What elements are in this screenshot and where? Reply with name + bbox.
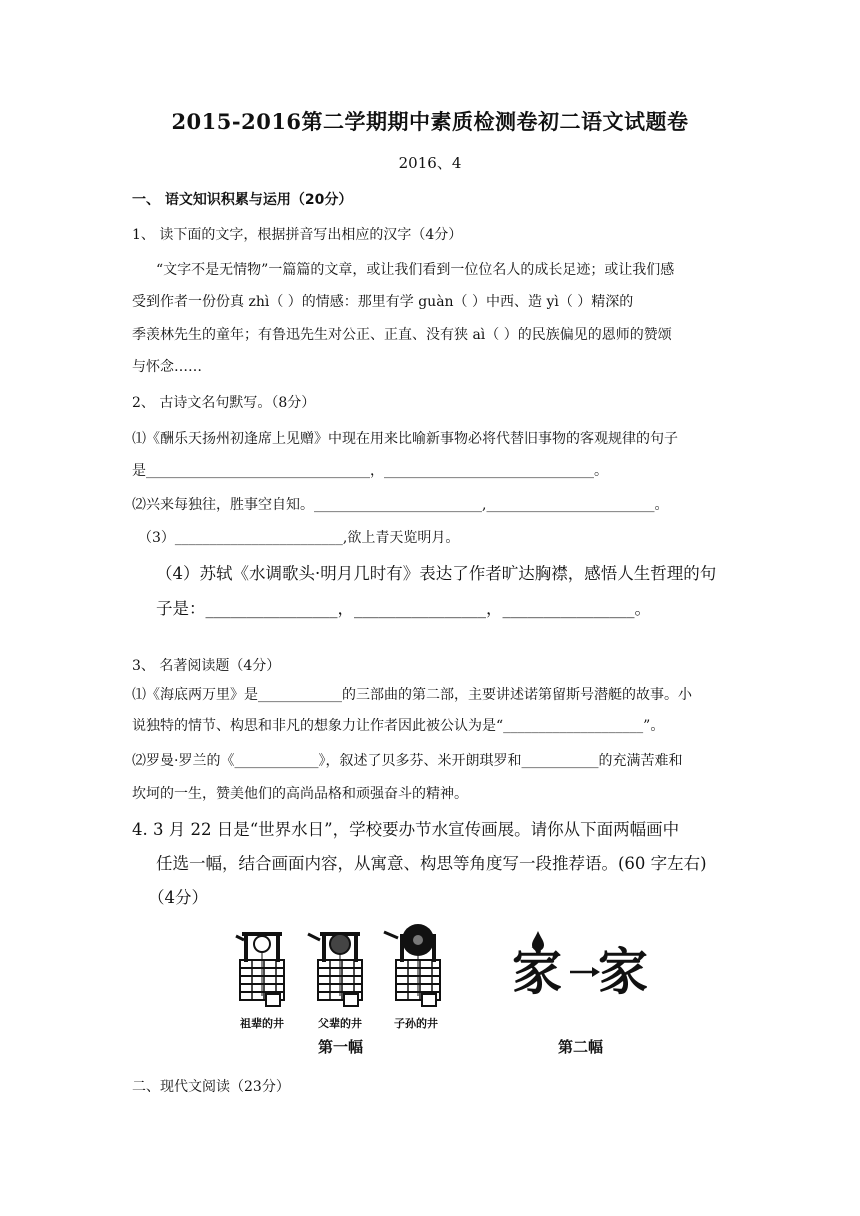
q3-prompt: 3、 名著阅读题（4分） — [132, 658, 281, 674]
figure1-wells-illustration — [228, 922, 450, 1012]
q1-prompt: 1、 读下面的文字，根据拼音写出相应的汉字（4分） — [132, 227, 463, 243]
q2-item3: （3）________________________,欲上青天览明月。 — [138, 530, 460, 546]
q4-line3: （4分） — [148, 888, 208, 907]
section-2-heading: 二、现代文阅读（23分） — [132, 1079, 290, 1095]
figure1-caption-grandparents: 祖辈的井 — [240, 1017, 284, 1030]
q1-passage-line1: “文字不是无情物”一篇篇的文章，或让我们看到一位位名人的成长足迹；或让我们感 — [156, 262, 675, 278]
well-icon — [384, 924, 440, 1006]
q2-item1-line1: ⑴《酬乐天扬州初逢席上见赠》中现在用来比喻新事物必将代替旧事物的客观规律的句子 — [132, 431, 678, 447]
figure1-label: 第一幅 — [318, 1038, 364, 1056]
figure2-char-left: 家 — [512, 942, 562, 1001]
q3-item1-line1: ⑴《海底两万里》是____________的三部曲的第二部，主要讲述诺第留斯号潜艇的故事。小 — [132, 687, 692, 703]
q2-item4-line1: （4）苏轼《水调歌头·明月几时有》表达了作者旷达胸襟，感悟人生哲理的句 — [156, 564, 717, 583]
q3-item2-line1: ⑵罗曼·罗兰的《____________》，叙述了贝多芬、米开朗琪罗和___________的充满苦难和 — [132, 753, 683, 769]
figure2-illustration — [508, 930, 658, 1010]
q4-line1: 4. 3 月 22 日是“世界水日”，学校要办节水宣传画展。请你从下面两幅画中 — [132, 820, 680, 839]
q4-line2: 任选一幅，结合画面内容，从寓意、构思等角度写一段推荐语。(60 字左右) — [156, 854, 707, 873]
q2-item1-line2: 是________________________________，______________________________。 — [132, 463, 608, 479]
page-title: 2015-2016第二学期期中素质检测卷初二语文试题卷 — [171, 109, 689, 134]
q1-passage-line2: 受到作者一份份真 zhì（ ）的情感：那里有学 guàn（ ）中西、造 yì（ ）精深的 — [132, 294, 634, 310]
figure1-caption-descendants: 子孙的井 — [394, 1017, 438, 1030]
q3-item2-line2: 坎坷的一生，赞美他们的高尚品格和顽强奋斗的精神。 — [132, 786, 468, 802]
well-icon — [236, 932, 284, 1006]
q1-passage-line3: 季羡林先生的童年；有鲁迅先生对公正、正直、没有狭 aì（ ）的民族偏见的恩师的赞颂 — [132, 327, 672, 343]
q2-item4-line2: 子是：________________，________________，________________。 — [156, 599, 651, 618]
arrow-right-icon — [570, 966, 600, 978]
exam-date: 2016、4 — [398, 154, 462, 172]
q1-passage-line4: 与怀念…… — [132, 359, 202, 375]
q2-item2: ⑵兴来每独往，胜事空自知。________________________,________________________。 — [132, 497, 669, 513]
figure1-caption-parents: 父辈的井 — [318, 1017, 362, 1030]
section-1-heading: 一、 语文知识积累与运用（20分） — [132, 192, 353, 208]
figure2-label: 第二幅 — [558, 1038, 604, 1056]
figure2-char-right: 家 — [598, 942, 648, 1001]
well-icon — [308, 932, 362, 1006]
q2-prompt: 2、 古诗文名句默写。（8分） — [132, 395, 316, 411]
q3-item1-line2: 说独特的情节、构思和非凡的想象力让作者因此被公认为是“____________________”。 — [132, 718, 665, 734]
